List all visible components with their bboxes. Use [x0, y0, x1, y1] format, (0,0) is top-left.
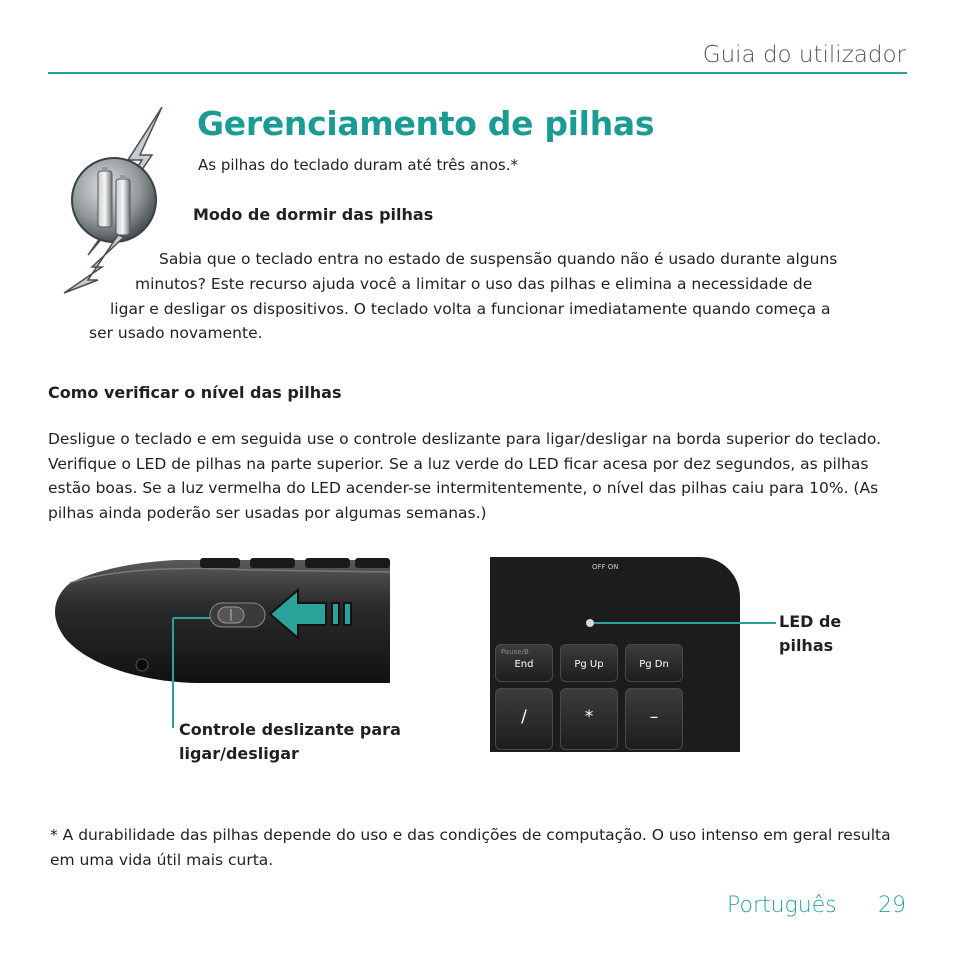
page-title: Gerenciamento de pilhas — [197, 104, 655, 143]
battery-lightning-icon — [58, 105, 170, 295]
key-slash-label: / — [521, 707, 527, 727]
slider-callout: Controle deslizante para ligar/desligar — [179, 720, 401, 763]
key-pgup-label: Pg Up — [574, 659, 604, 670]
sleep-mode-line-2: minutos? Este recurso ajuda você a limitar o uso das pilhas e elimina a necessidade de — [135, 275, 813, 293]
key-pgdn — [625, 644, 683, 682]
page-number: 29 — [878, 893, 906, 918]
header-rule — [48, 72, 907, 74]
key-slash — [495, 688, 553, 750]
sleep-mode-line-4: ser usado novamente. — [89, 324, 263, 342]
sleep-mode-heading: Modo de dormir das pilhas — [193, 205, 434, 224]
sleep-mode-line-1: Sabia que o teclado entra no estado de suspensão quando não é usado durante alguns — [159, 250, 838, 268]
slide-arrow-icon — [268, 588, 358, 640]
key-pgup — [560, 644, 618, 682]
check-level-body: Desligue o teclado e em seguida use o controle deslizante para ligar/desligar na borda superior do teclado. Verifique o LED de pilhas na parte superior. Se a luz verde do LED ficar acesa por dez segundos, as pilhas estão boas. Se a luz vermelha do LED acender-se intermitentemente, o nível das pilhas caiu para 10%. (As pilhas ainda poderão ser usadas por algumas semanas.) — [48, 430, 881, 522]
keyboard-top-image — [490, 557, 740, 752]
led-callout-line — [594, 622, 776, 624]
key-minus-label: – — [649, 707, 659, 727]
key-minus — [625, 688, 683, 750]
led-callout: LED de pilhas — [779, 612, 842, 655]
check-level-heading: Como verificar o nível das pilhas — [48, 383, 342, 402]
sleep-mode-line-3: ligar e desligar os dispositivos. O teclado volta a funcionar imediatamente quando começa a — [110, 300, 831, 318]
off-on-label: OFF ON — [592, 563, 619, 571]
key-asterisk-label: * — [584, 707, 594, 727]
key-end-label: End — [514, 659, 534, 670]
footnote: * A durabilidade das pilhas depende do uso e das condições de computação. O uso intenso em geral resulta em uma vida útil mais curta. — [50, 826, 891, 869]
key-pgdn-label: Pg Dn — [639, 659, 669, 670]
battery-led — [586, 619, 594, 627]
intro-text: As pilhas do teclado duram até três anos.* — [198, 156, 518, 174]
key-asterisk — [560, 688, 618, 750]
header-title: Guia do utilizador — [702, 42, 906, 68]
key-end-sub: Pause/B — [501, 648, 529, 656]
key-end — [495, 644, 553, 682]
footer-language: Português — [727, 893, 837, 918]
